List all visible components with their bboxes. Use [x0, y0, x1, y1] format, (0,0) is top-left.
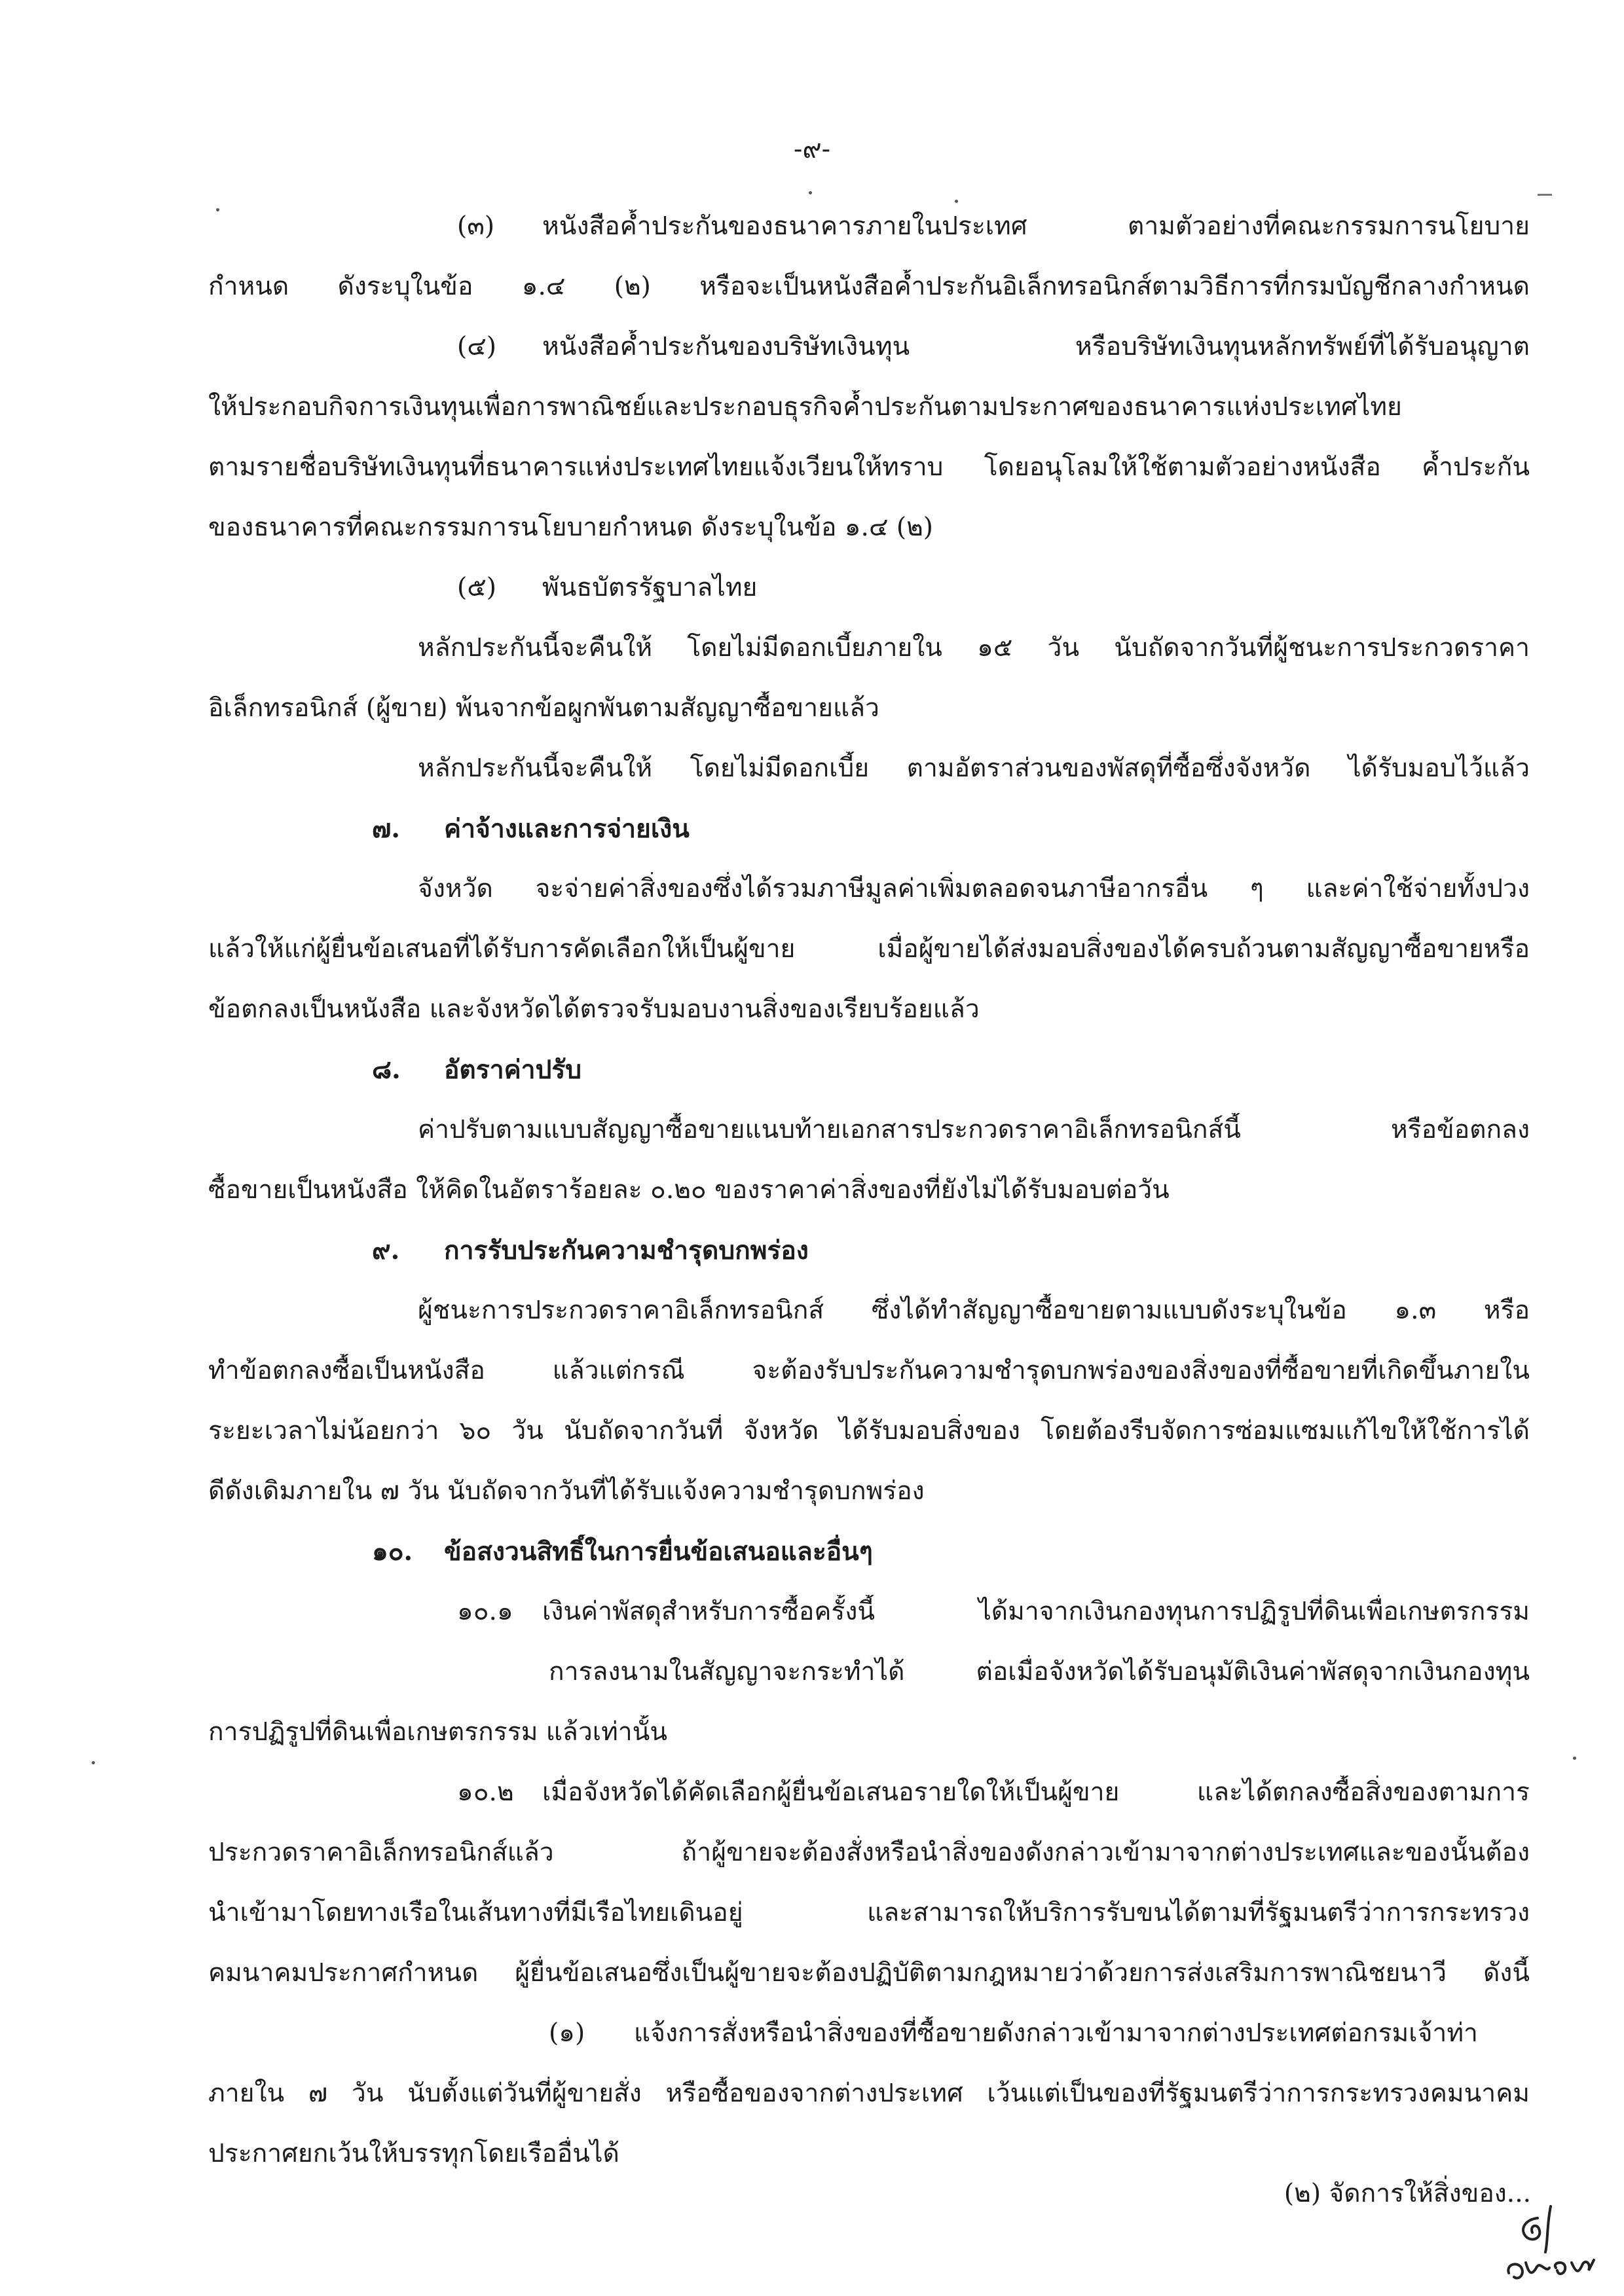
text-line — [208, 450, 1530, 511]
line-text: กำหนด ดังระบุในข้อ ๑.๔ (๒) หรือจะเป็นหนังสือค้ำประกันอิเล็กทรอนิกส์ตามวิธีการที่กรมบัญชีกลางกำหนด — [208, 272, 1530, 301]
heading-text: ข้อสงวนสิทธิ์ในการยื่นข้อเสนอและอื่นๆ — [444, 1537, 873, 1567]
text-line — [208, 2016, 1530, 2077]
line-text: เงินค่าพัสดุสำหรับการซื้อครั้งนี้ ได้มาจากเงินกองทุนการปฏิรูปที่ดินเพื่อเกษตรกรรม — [542, 1597, 1530, 1626]
text-line — [208, 1354, 1530, 1414]
text-line — [208, 1956, 1530, 2016]
heading-text: ค่าจ้างและการจ่ายเงิน — [444, 814, 690, 844]
item-marker: ๑๐.๑ — [457, 1597, 513, 1626]
text-line — [208, 270, 1530, 330]
scan-speck — [92, 1761, 95, 1764]
line-text: คมนาคมประกาศกำหนด ผู้ยื่นข้อเสนอซึ่งเป็นผู้ขายจะต้องปฏิบัติตามกฎหมายว่าด้วยการส่งเสริมการพาณิชยนาวี ดังนี้ — [208, 1958, 1530, 1988]
line-text: หลักประกันนี้จะคืนให้ โดยไม่มีดอกเบี้ยภายใน ๑๕ วัน นับถัดจากวันที่ผู้ชนะการประกวดราคา — [418, 633, 1530, 663]
line-text: ซื้อขายเป็นหนังสือ ให้คิดในอัตราร้อยละ ๐.๒๐ ของราคาค่าสิ่งของที่ยังไม่ได้รับมอบต่อวัน — [208, 1175, 1170, 1205]
text-line — [208, 752, 1530, 812]
text-line — [208, 932, 1530, 993]
text-line — [208, 993, 1530, 1053]
text-line — [208, 1474, 1530, 1535]
signature-mark — [1500, 2200, 1611, 2291]
heading-text: การรับประกันความชำรุดบกพร่อง — [444, 1235, 809, 1266]
scan-speck — [809, 191, 812, 194]
line-text: ข้อตกลงเป็นหนังสือ และจังหวัดได้ตรวจรับมอบงานสิ่งของเรียบร้อยแล้ว — [208, 994, 980, 1024]
line-text: การปฏิรูปที่ดินเพื่อเกษตรกรรม แล้วเท่านั้น — [208, 1717, 667, 1747]
text-line — [208, 1776, 1530, 1836]
line-text: ค่าปรับตามแบบสัญญาซื้อขายแนบท้ายเอกสารประกวดราคาอิเล็กทรอนิกส์นี้ หรือข้อตกลง — [418, 1115, 1530, 1144]
line-text: จังหวัด จะจ่ายค่าสิ่งของซึ่งได้รวมภาษีมูลค่าเพิ่มตลอดจนภาษีอากรอื่น ๆ และค่าใช้จ่ายทั้งปวง — [418, 874, 1530, 903]
text-line — [208, 210, 1530, 270]
text-line — [208, 1715, 1530, 1776]
line-text: ตามรายชื่อบริษัทเงินทุนที่ธนาคารแห่งประเทศไทยแจ้งเวียนให้ทราบ โดยอนุโลมให้ใช้ตามตัวอย่างหนังสือ ค้ำประกัน — [208, 452, 1530, 482]
text-line — [208, 1655, 1530, 1715]
section-heading — [208, 812, 1530, 872]
scan-speck — [955, 200, 958, 203]
item-marker: ๑๐. — [372, 1537, 413, 1567]
item-marker: (๑) — [549, 2018, 585, 2048]
line-text: ทำข้อตกลงซื้อเป็นหนังสือ แล้วแต่กรณี จะต้องรับประกันความชำรุดบกพร่องของสิ่งของที่ซื้อขายที่เกิดขึ้นภายใน — [208, 1356, 1530, 1385]
line-text: ผู้ชนะการประกวดราคาอิเล็กทรอนิกส์ ซึ่งได้ทำสัญญาซื้อขายตามแบบดังระบุในข้อ ๑.๓ หรือ — [418, 1296, 1530, 1325]
scan-mark — [1538, 194, 1552, 196]
text-line — [208, 571, 1530, 631]
text-line — [208, 631, 1530, 691]
text-line — [208, 1595, 1530, 1655]
item-marker: ๗. — [372, 814, 400, 844]
line-text: ภายใน ๗ วัน นับตั้งแต่วันที่ผู้ขายสั่ง หรือซื้อของจากต่างประเทศ เว้นแต่เป็นของที่รัฐมนตรีว่าการกระทรวงคมนาคม — [208, 2079, 1530, 2108]
text-line — [208, 872, 1530, 932]
item-marker: (๕) — [457, 573, 496, 602]
line-text: แล้วให้แก่ผู้ยื่นข้อเสนอที่ได้รับการคัดเลือกให้เป็นผู้ขาย เมื่อผู้ขายได้ส่งมอบสิ่งของได้ครบถ้วนตามสัญญาซื้อขายหรือ — [208, 934, 1530, 964]
section-heading — [208, 1233, 1530, 1294]
line-text: อิเล็กทรอนิกส์ (ผู้ขาย) พ้นจากข้อผูกพันตามสัญญาซื้อขายแล้ว — [208, 693, 879, 723]
line-text: พันธบัตรรัฐบาลไทย — [542, 573, 758, 602]
text-line — [208, 1113, 1530, 1173]
section-heading — [208, 1535, 1530, 1595]
line-text: หนังสือค้ำประกันของธนาคารภายในประเทศ ตามตัวอย่างที่คณะกรรมการนโยบาย — [542, 211, 1530, 241]
line-text: หลักประกันนี้จะคืนให้ โดยไม่มีดอกเบี้ย ตามอัตราส่วนของพัสดุที่ซื้อซึ่งจังหวัด ได้รับมอบไว้แล้ว — [418, 754, 1530, 783]
scan-speck — [1573, 1757, 1576, 1760]
item-marker: ๙. — [372, 1235, 400, 1266]
line-text: แจ้งการสั่งหรือนำสิ่งของที่ซื้อขายดังกล่าวเข้ามาจากต่างประเทศต่อกรมเจ้าท่า — [634, 2018, 1478, 2048]
line-text: ประกาศยกเว้นให้บรรทุกโดยเรืออื่นได้ — [208, 2139, 619, 2168]
line-text: ให้ประกอบกิจการเงินทุนเพื่อการพาณิชย์และประกอบธุรกิจค้ำประกันตามประกาศของธนาคารแห่งประเทศไทย — [208, 392, 1402, 422]
section-heading — [208, 1053, 1530, 1113]
document-body — [208, 210, 1530, 2197]
text-line — [208, 330, 1530, 390]
line-text: การลงนามในสัญญาจะกระทำได้ ต่อเมื่อจังหวัดได้รับอนุมัติเงินค่าพัสดุจากเงินกองทุน — [549, 1657, 1530, 1686]
line-text: เมื่อจังหวัดได้คัดเลือกผู้ยื่นข้อเสนอรายใดให้เป็นผู้ขาย และได้ตกลงซื้อสิ่งของตามการ — [542, 1777, 1530, 1807]
heading-text: อัตราค่าปรับ — [444, 1055, 582, 1085]
page-number: -๙- — [793, 134, 831, 164]
line-text: ดีดังเดิมภายใน ๗ วัน นับถัดจากวันที่ได้รับแจ้งความชำรุดบกพร่อง — [208, 1476, 925, 1506]
text-line — [208, 1414, 1530, 1474]
text-line — [208, 1173, 1530, 1233]
line-text: ของธนาคารที่คณะกรรมการนโยบายกำหนด ดังระบุในข้อ ๑.๔ (๒) — [208, 513, 934, 542]
line-text: นำเข้ามาโดยทางเรือในเส้นทางที่มีเรือไทยเดินอยู่ และสามารถให้บริการรับขนได้ตามที่รัฐมนตรีว่าการกระทรวง — [208, 1898, 1530, 1927]
item-marker: (๔) — [457, 332, 496, 361]
item-marker: (๓) — [457, 211, 495, 241]
text-line — [208, 2077, 1530, 2137]
text-line — [208, 1836, 1530, 1896]
text-line — [208, 1294, 1530, 1354]
text-line — [208, 1896, 1530, 1956]
item-marker: ๘. — [372, 1055, 401, 1085]
continuation-note: (๒) จัดการให้สิ่งของ... — [1283, 2179, 1531, 2208]
line-text: ประกวดราคาอิเล็กทรอนิกส์แล้ว ถ้าผู้ขายจะต้องสั่งหรือนำสิ่งของดังกล่าวเข้ามาจากต่างประเทศและของนั้นต้อง — [208, 1838, 1530, 1867]
text-line — [208, 390, 1530, 450]
text-line — [208, 691, 1530, 752]
item-marker: ๑๐.๒ — [457, 1777, 514, 1807]
line-text: ระยะเวลาไม่น้อยกว่า ๖๐ วัน นับถัดจากวันที่ จังหวัด ได้รับมอบสิ่งของ โดยต้องรีบจัดการซ่อมแซมแก้ไขให้ใช้การได้ — [208, 1416, 1530, 1446]
line-text: หนังสือค้ำประกันของบริษัทเงินทุน หรือบริษัทเงินทุนหลักทรัพย์ที่ได้รับอนุญาต — [542, 332, 1530, 361]
text-line — [208, 511, 1530, 571]
